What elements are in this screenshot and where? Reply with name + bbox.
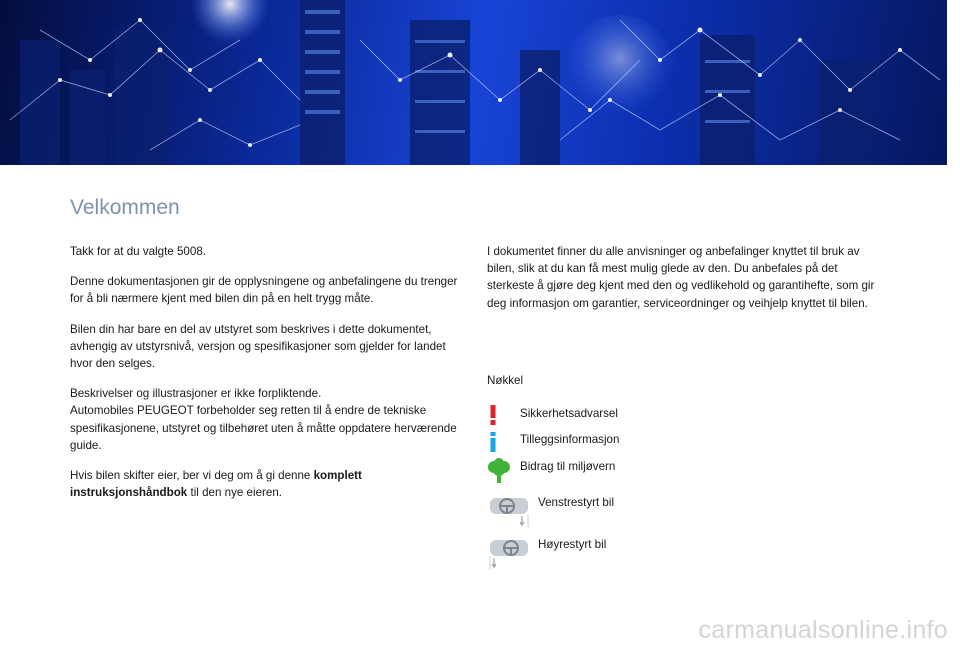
intro-text: Takk for at du valgte 5008. xyxy=(70,245,206,258)
exclamation-icon xyxy=(487,404,499,426)
owner-change-text-end: til den nye eieren. xyxy=(187,486,282,500)
watermark: carmanualsonline.info xyxy=(698,616,948,644)
right-column xyxy=(487,243,882,325)
left-column xyxy=(70,243,460,514)
owner-change-text: Hvis bilen skifter eier, ber vi deg om å gi denne xyxy=(70,469,314,483)
manual-name: komplett instruksjonshåndbok xyxy=(70,469,362,500)
key-label: Sikkerhetsadvarsel xyxy=(520,407,618,420)
owner-change-paragraph xyxy=(70,467,460,501)
disclaimer-line: Beskrivelser og illustrasjoner er ikke forpliktende. xyxy=(70,387,322,401)
header-image xyxy=(0,0,947,165)
key-label: Venstrestyrt bil xyxy=(538,496,615,509)
info-icon xyxy=(487,431,499,453)
left-hand-drive-icon xyxy=(487,494,531,528)
key-title: Nøkkel xyxy=(487,374,524,387)
key-label: Bidrag til miljøvern xyxy=(520,460,616,473)
disclaimer-paragraph xyxy=(70,385,460,454)
page-title: Velkommen xyxy=(70,196,180,219)
equipment-paragraph: Bilen din har bare en del av utstyret som beskrives i dette dokumentet, avhengig av utstyrsnivå, versjon og spesifikasjoner som gjelder for landet hvor den selges. xyxy=(70,322,446,371)
rights-text: Automobiles PEUGEOT forbeholder seg retten til å endre de tekniske spesifikasjonene, utstyret og tilbehøret uten å måtte oppdatere herværende guide. xyxy=(70,404,457,452)
usage-paragraph: I dokumentet finner du alle anvisninger og anbefalinger knyttet til bruk av bilen, slik at du kan få mest mulig glede av den. Du anbefales på det sterkeste å gjøre deg kjent med den og vedlikehold og garantihefte, som gir deg informasjon om garantier, serviceordninger og veihjelp knyttet til bilen. xyxy=(487,245,875,310)
right-hand-drive-icon xyxy=(487,536,531,570)
tree-icon xyxy=(487,458,511,484)
documentation-paragraph: Denne dokumentasjonen gir de opplysningene og anbefalingene du trenger for å bli nærmere kjent med bilen din på en helt trygg måte. xyxy=(70,275,458,306)
key-label: Tilleggsinformasjon xyxy=(520,433,620,446)
city-network-graphic xyxy=(0,0,947,165)
key-label: Høyrestyrt bil xyxy=(538,538,607,551)
